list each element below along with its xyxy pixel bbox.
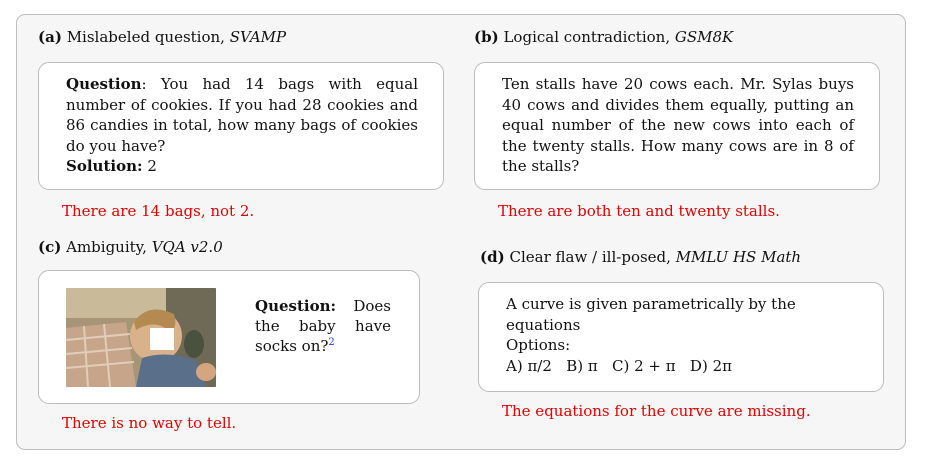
panel-a-heading: Mislabeled question, [66,28,225,46]
panel-d-label: (d) [480,248,505,266]
panel-b-label: (b) [474,28,499,46]
panel-a-label: (a) [38,28,62,46]
baby-photo [66,288,216,387]
panel-a-body [66,74,418,177]
panel-d-options: A) π/2 B) π C) 2 + π D) 2π [506,356,732,375]
panel-d-source: MMLU HS Math [675,248,802,266]
panel-a-note: There are 14 bags, not 2. [62,202,255,220]
panel-b-source: GSM8K [674,28,734,46]
panel-a-title [38,28,286,46]
panel-c-label: (c) [38,238,62,256]
panel-a-question-label: Question [66,75,142,93]
baby-photo-image [66,288,216,387]
panel-c-heading: Ambiguity, [66,238,147,256]
panel-d-note: The equations for the curve are missing. [502,402,811,420]
panel-c-title [38,238,223,256]
panel-a-solution-value: 2 [147,157,157,175]
panel-a-question-text: : You had 14 bags with equal number of cookies. If you had 28 cookies and 86 candies in total, how many bags of cookies do you have? [66,75,418,155]
panel-b-body: Ten stalls have 20 cows each. Mr. Sylas buys 40 cows and divides them equally, putting an equal number of the new cows into each of the twenty stalls. How many cows are in 8 of the stalls? [502,75,854,175]
panel-b-note: There are both ten and twenty stalls. [498,202,780,220]
panel-d-options-label: Options: [506,336,571,354]
footnote-link[interactable]: 2 [328,337,335,348]
panel-a-source: SVAMP [229,28,287,46]
panel-d-title [480,248,801,266]
panel-c-note: There is no way to tell. [62,414,237,432]
panel-c-question-text: Does the baby have socks on? [255,297,391,355]
panel-d-text: A curve is given parametrically by the equations [506,295,796,334]
panel-b-heading: Logical contradiction, [503,28,671,46]
panel-d-heading: Clear flaw / ill-posed, [509,248,671,266]
panel-d-body [506,294,858,376]
panel-a-solution-label: Solution: [66,157,143,175]
panel-c-question-label: Question: [255,297,337,315]
panel-c-source: VQA v2.0 [151,238,223,256]
panel-b-title [474,28,733,46]
panel-c-body [255,296,391,356]
